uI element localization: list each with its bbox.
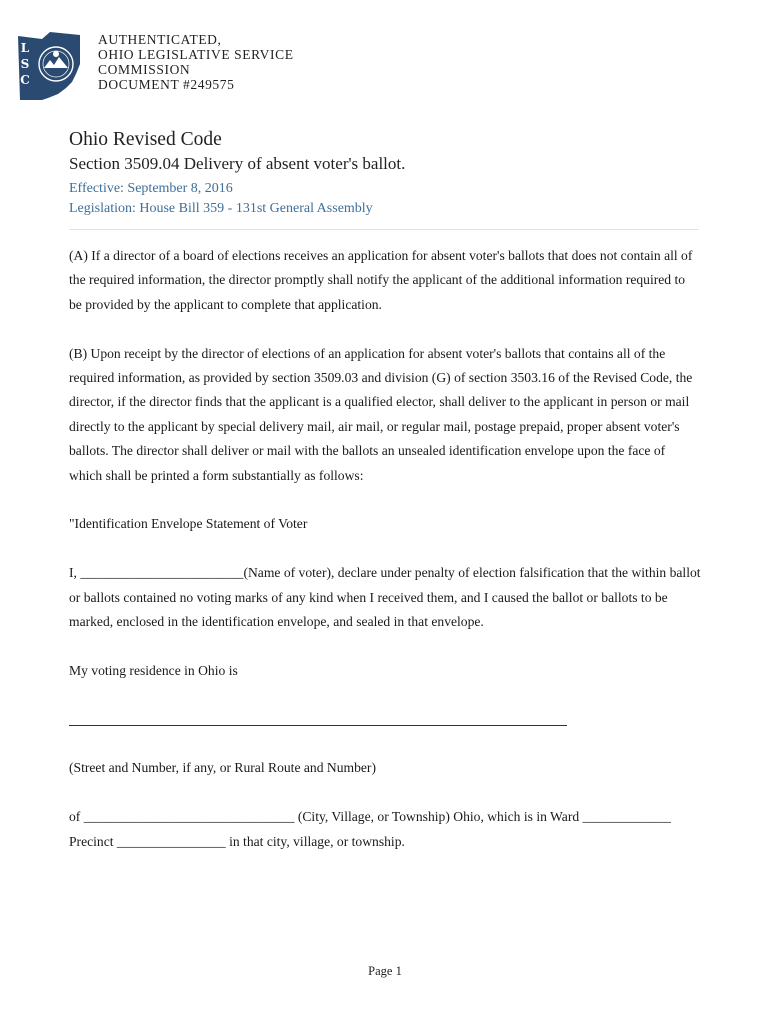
legislation: Legislation: House Bill 359 - 131st General Assembly (69, 201, 373, 216)
envelope-heading: "Identification Envelope Statement of Voter (69, 516, 308, 532)
spacer (69, 537, 701, 561)
paragraph-a: (A) If a director of a board of elections receives an application for absent voter's ballots that does not contain all of the required information, the director promptly shall notify the applicant of the additional information required to be provided by the applicant to complete that application. (69, 248, 693, 312)
spacer (69, 488, 701, 512)
street-caption: (Street and Number, if any, or Rural Route and Number) (69, 760, 376, 776)
effective-date: Effective: September 8, 2016 (69, 181, 233, 196)
spacer (69, 781, 701, 805)
voter-declaration: I, ________________________(Name of voter), declare under penalty of election falsification that the within ballot or ballots contained no voting marks of any kind when I received them, and I caused the ballot or ballots to be marked, enclosed in the identification envelope, and sealed in that envelope. (69, 565, 701, 630)
authentication-stamp (98, 32, 294, 92)
document-header (69, 128, 699, 219)
residence-label: My voting residence in Ohio is (69, 662, 238, 678)
stamp-line: OHIO LEGISLATIVE SERVICE (98, 47, 294, 62)
code-title: Ohio Revised Code (69, 129, 222, 150)
stamp-line: DOCUMENT #249575 (98, 77, 235, 92)
city-ward-line: of _______________________________ (City, Village, or Township) Ohio, which is in Ward _____________ Precinct ________________ in that city, village, or township. (69, 809, 671, 849)
spacer (69, 317, 701, 341)
stamp-line: COMMISSION (98, 62, 191, 77)
section-title: Section 3509.04 Delivery of absent voter's ballot. (69, 154, 406, 173)
statute-body (69, 244, 701, 854)
spacer (69, 634, 701, 658)
svg-text:S: S (20, 57, 30, 71)
page-number: Page 1 (368, 964, 402, 978)
svg-text:L: L (20, 41, 30, 55)
paragraph-b: (B) Upon receipt by the director of elections of an application for absent voter's ballots that contains all of the required information, as provided by section 3509.03 and division (G) of section 3503.16 of the Revised Code, the director, if the director finds that the applicant is a qualified elector, shall deliver to the applicant in person or mail directly to the applicant by special delivery mail, air mail, or regular mail, postage prepaid, proper absent voter's ballots. The director shall deliver or mail with the ballots an unsealed identification envelope upon the face of which shall be printed a form substantially as follows: (69, 345, 693, 483)
lsc-ohio-seal-logo (14, 30, 92, 102)
svg-text:C: C (20, 73, 30, 87)
header-divider (69, 229, 699, 230)
stamp-line: AUTHENTICATED, (98, 32, 222, 47)
spacer (69, 683, 701, 707)
residence-blank-line (69, 708, 701, 732)
spacer (69, 732, 701, 756)
